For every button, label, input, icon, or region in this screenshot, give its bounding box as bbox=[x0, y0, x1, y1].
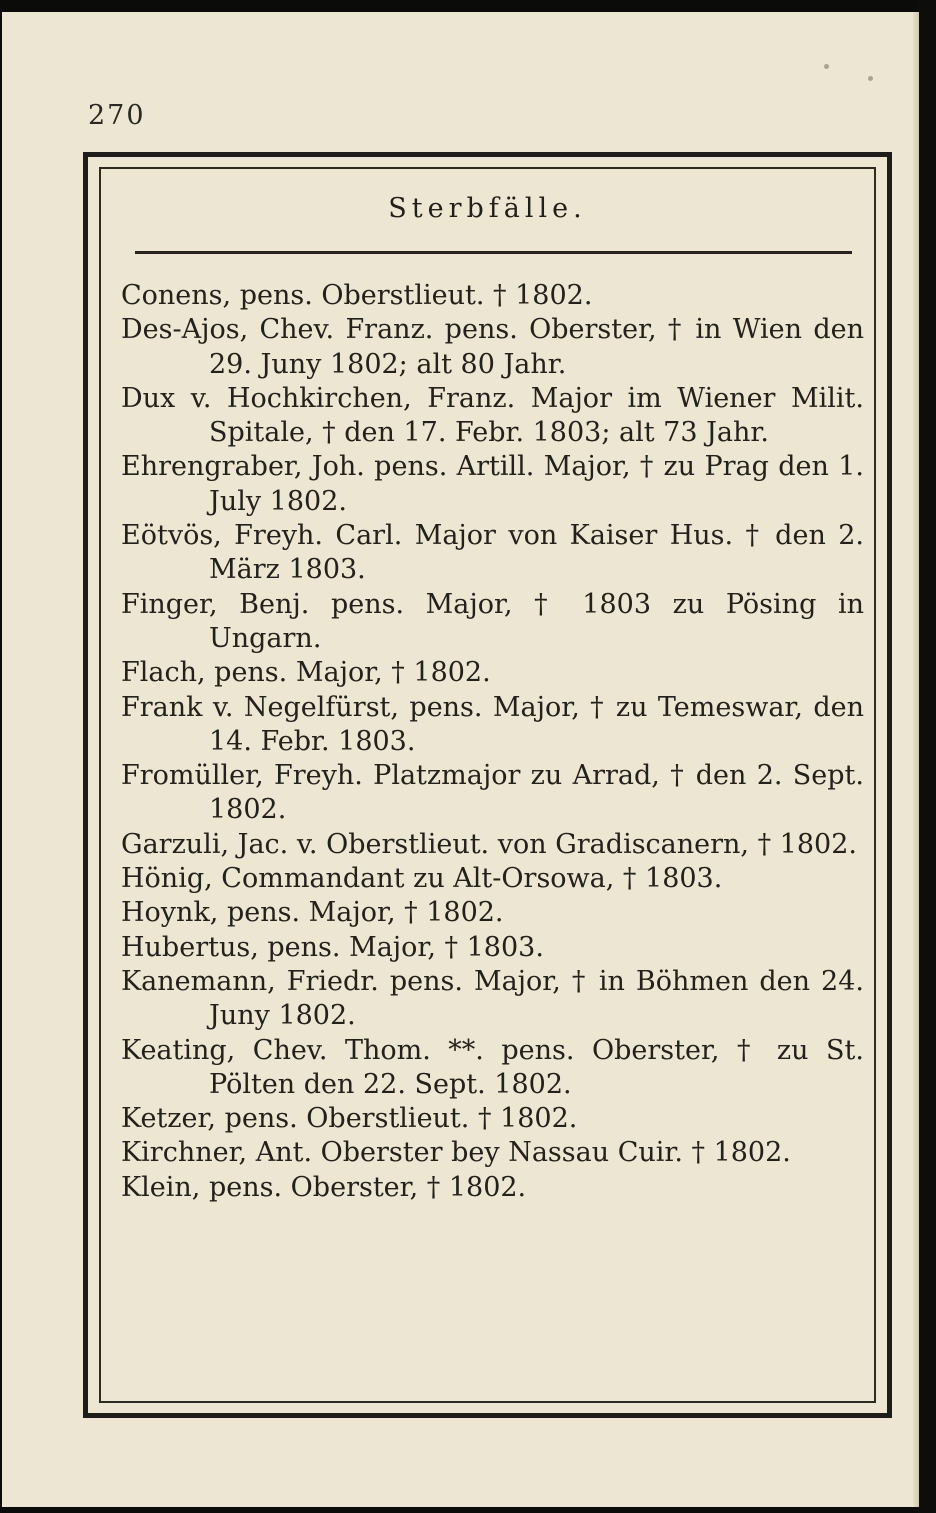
list-item bbox=[121, 759, 864, 828]
entry-name: Finger, bbox=[121, 588, 218, 620]
book-page bbox=[2, 12, 919, 1507]
book-spine-shadow bbox=[919, 0, 936, 1513]
entry-name: Kanemann, bbox=[121, 965, 276, 997]
list-item bbox=[121, 931, 864, 965]
entry-name: Ketzer, bbox=[121, 1103, 217, 1135]
list-item bbox=[121, 828, 864, 862]
entry-text: Joh. pens. Artill. Major, † zu Prag den 1. July 1802. bbox=[209, 451, 864, 517]
entry-name: Flach, bbox=[121, 657, 206, 689]
entry-name: Hönig, bbox=[121, 863, 213, 895]
list-item bbox=[121, 656, 864, 690]
entry-text: pens. Major, † 1802. bbox=[226, 897, 504, 929]
death-entries-list bbox=[121, 279, 864, 1205]
entry-name: Klein, bbox=[121, 1171, 201, 1203]
page-title: Sterbfälle. bbox=[388, 193, 587, 224]
list-item bbox=[121, 519, 864, 588]
entry-text: Platzmajor zu Arrad, † den 2. Sept. 1802. bbox=[209, 760, 864, 826]
list-item bbox=[121, 965, 864, 1034]
list-item bbox=[121, 1102, 864, 1136]
entry-text: Franz. Major im Wiener Milit. Spitale, † den 17. Febr. 1803; alt 73 Jahr. bbox=[209, 382, 864, 449]
paper-speck bbox=[824, 64, 829, 69]
entry-name: Des-Ajos, bbox=[121, 314, 249, 346]
entry-name: Ehrengraber, bbox=[121, 451, 303, 483]
list-item bbox=[121, 279, 864, 313]
list-item bbox=[121, 1136, 864, 1170]
page-frame-inner bbox=[99, 167, 876, 1403]
entry-text: pens. Oberster, † 1802. bbox=[209, 1171, 527, 1203]
entry-text: Ant. Oberster bey Nassau Cuir. † 1802. bbox=[255, 1137, 791, 1169]
entry-text: pens. Oberstlieut. † 1802. bbox=[224, 1103, 578, 1135]
entry-name: Frank v. Negelfürst, bbox=[121, 691, 399, 723]
list-item bbox=[121, 1034, 864, 1103]
entry-text: Jac. v. Oberstlieut. von Gradiscanern, † 1802. bbox=[237, 828, 857, 860]
entry-text: pens. Major, † zu Temeswar, den 14. Febr. 1803. bbox=[209, 691, 864, 757]
entry-name: Fromüller, Freyh. bbox=[121, 760, 363, 792]
entry-text: pens. Oberstlieut. † 1802. bbox=[239, 280, 593, 311]
list-item bbox=[121, 588, 864, 657]
entry-name: Keating, bbox=[121, 1034, 236, 1066]
entry-name: Conens, bbox=[121, 280, 232, 311]
entry-text: Freyh. Carl. Major von Kaiser Hus. † den 2. März 1803. bbox=[209, 520, 864, 586]
entry-text: Chev. Thom. **. pens. Oberster, † zu St. Pölten den 22. Sept. 1802. bbox=[209, 1034, 864, 1100]
page-number: 270 bbox=[88, 100, 146, 131]
list-item bbox=[121, 450, 864, 519]
list-item bbox=[121, 382, 864, 451]
list-item bbox=[121, 896, 864, 930]
header-rule bbox=[135, 251, 852, 254]
list-item bbox=[121, 691, 864, 760]
entry-text: Friedr. pens. Major, † in Böhmen den 24. Juny 1802. bbox=[209, 965, 864, 1032]
entry-name: Dux v. Hochkirchen, bbox=[121, 382, 412, 414]
entry-name: Eötvös, bbox=[121, 520, 222, 552]
entry-text: Benj. pens. Major, † 1803 zu Pösing in Ungarn. bbox=[209, 588, 864, 654]
entry-name: Kirchner, bbox=[121, 1137, 248, 1169]
list-item bbox=[121, 313, 864, 382]
paper-speck bbox=[868, 76, 873, 81]
page-edge bbox=[913, 12, 919, 1507]
entry-text: pens. Major, † 1802. bbox=[214, 657, 491, 689]
page-frame bbox=[83, 152, 892, 1418]
list-item bbox=[121, 862, 864, 896]
entry-text: Chev. Franz. pens. Oberster, † in Wien den 29. Juny 1802; alt 80 Jahr. bbox=[209, 314, 864, 380]
entry-text: pens. Major, † 1803. bbox=[267, 931, 544, 963]
entry-name: Garzuli, bbox=[121, 828, 230, 860]
entry-name: Hoynk, bbox=[121, 897, 219, 929]
list-item bbox=[121, 1171, 864, 1205]
entry-name: Hubertus, bbox=[121, 931, 259, 963]
entry-text: Commandant zu Alt-Orsowa, † 1803. bbox=[221, 863, 723, 895]
